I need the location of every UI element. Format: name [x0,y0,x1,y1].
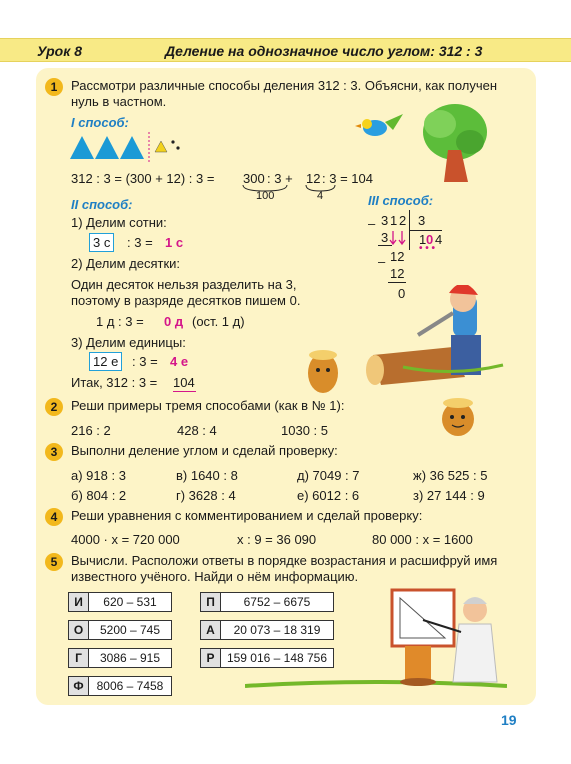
method1-term-12: 12 [306,171,321,186]
step-1-label: 1) Делим сотни: [71,215,167,230]
task-number-5: 5 [45,553,63,571]
conclusion-result: 104 [173,375,195,390]
method1-term-300: 300 [243,171,265,186]
cipher-expression: 5200 – 745 [99,623,161,637]
task-number-2: 2 [45,398,63,416]
step1-result: 1 с [165,235,184,250]
ld-dividend-digit-3: 3 [381,213,389,228]
task2-example-3: 1030 : 5 [281,423,328,438]
bring-down-arrows [389,230,409,246]
result-underline [173,391,196,392]
task1-text-line2: нуль в частном. [71,94,167,109]
step2-operation: 1 д : 3 = [96,314,144,329]
cipher-expression: 6752 – 6675 [243,595,311,609]
lesson-header [0,38,571,62]
task3-item-b: б) 804 : 2 [71,488,127,503]
task3-item-v: в) 1640 : 8 [176,468,238,483]
page-number: 19 [501,712,517,728]
ld-dividend-digit-2: 2 [399,213,407,228]
cipher-expression: 620 – 531 [103,595,157,609]
dot-icon [176,146,179,149]
equation-1: 4000 · x = 720 000 [71,532,180,547]
task3-item-a: а) 918 : 3 [71,468,126,483]
method1-expression-start: 312 : 3 = (300 + 12) : 3 = [71,171,215,186]
step2-note-line1: Один десяток нельзя разделить на 3, [71,277,297,292]
equation-3: 80 000 : x = 1600 [372,532,473,547]
minus-sign-2: – [378,254,386,269]
task3-item-zh: ж) 36 525 : 5 [413,468,488,483]
cipher-expression: 159 016 – 148 756 [226,651,328,665]
arrow-down-icon [390,231,396,244]
task3-item-e: е) 6012 : 6 [297,488,360,503]
ld-subtrahend-3: 3 [381,230,389,245]
cipher-letter: И [69,593,89,611]
hundreds-box: 3 с [89,233,114,252]
lesson-number: Урок 8 [37,43,83,59]
step-3-label: 3) Делим единицы: [71,335,186,350]
equation-2: x : 9 = 36 090 [237,532,317,547]
task3-item-d: д) 7049 : 7 [297,468,360,483]
units-box: 12 е [89,352,122,371]
task4-text: Реши уравнения с комментированием и сделай проверку: [71,508,423,523]
ld-divisor: 3 [418,213,426,228]
ld-remainder-12: 12 [390,249,405,264]
cipher-card [68,620,172,640]
cipher-letter: Ф [69,677,89,695]
step2-note-line2: поэтому в разряде десятков пишем 0. [71,293,301,308]
brace-value-100: 100 [256,190,275,202]
cipher-expression: 3086 – 915 [99,651,161,665]
stump-illustration [438,393,478,437]
method-3-label: III способ: [368,193,434,208]
task1-text-line1: Рассмотри различные способы деления 312 : 3. Объясни, как получен [71,78,498,93]
arrow-down-icon [399,231,405,244]
task3-item-z: з) 27 144 : 9 [413,488,485,503]
step3-operation: : 3 = [132,354,158,369]
cipher-expression: 20 073 – 18 319 [233,623,321,637]
step2-remainder: (ост. 1 д) [192,314,245,329]
cipher-card [68,676,172,696]
cipher-card [68,592,172,612]
method-1-label: I способ: [71,115,129,130]
cipher-expression: 8006 – 7458 [96,679,164,693]
ld-quotient-digit-0: 0 [426,232,434,247]
cipher-card [68,648,172,668]
step1-operation: : 3 = [127,235,153,250]
task-number-1: 1 [45,78,63,96]
step2-result: 0 д [164,314,184,329]
dot-icon [171,140,174,143]
ld-quotient-digit-1: 1 [419,232,427,247]
ld-quotient-digit-4: 4 [435,232,443,247]
lesson-title: Деление на однозначное число углом: 312 : 3 [165,43,483,59]
ld-dividend-digit-1: 1 [390,213,398,228]
task-number-3: 3 [45,443,63,461]
method1-mid: : 3 + [267,171,293,186]
brace-value-4: 4 [317,190,324,202]
triangle-icon [70,136,94,159]
lumberjack-illustration [303,285,508,395]
ld-quotient-dots: • • • [419,243,436,254]
small-triangle-icon [155,141,167,152]
conclusion-text: Итак, 312 : 3 = [71,375,158,390]
task2-example-1: 216 : 2 [71,423,111,438]
ld-final-remainder: 0 [398,286,406,301]
cipher-letter: А [201,621,221,639]
triangles-illustration [68,132,198,162]
triangle-icon [95,136,119,159]
method-2-label: II способ: [71,197,133,212]
task2-text: Реши примеры тремя способами (как в № 1): [71,398,345,413]
step3-result: 4 е [170,354,189,369]
task5-text-line1: Вычисли. Расположи ответы в порядке возрастания и расшифруй имя [71,553,498,568]
cipher-letter: О [69,621,89,639]
task3-text: Выполни деление углом и сделай проверку: [71,443,338,458]
task2-example-2: 428 : 4 [177,423,217,438]
method1-end: : 3 = 104 [322,171,373,186]
scientist-illustration [245,582,507,694]
cipher-letter: Р [201,649,221,667]
step-2-label: 2) Делим десятки: [71,256,181,271]
task5-text-line2: известного учёного. Найди о нём информацию. [71,569,359,584]
triangle-icon [120,136,144,159]
ld-line-1 [378,245,392,246]
task3-item-g: г) 3628 : 4 [176,488,236,503]
minus-sign-1: – [368,216,376,231]
cipher-letter: П [201,593,221,611]
cipher-letter: Г [69,649,89,667]
ld-subtrahend-12: 12 [390,266,405,281]
division-bar-horizontal [409,230,442,231]
ld-line-2 [388,282,406,283]
task-number-4: 4 [45,508,63,526]
bird-and-tree-illustration [355,100,495,185]
